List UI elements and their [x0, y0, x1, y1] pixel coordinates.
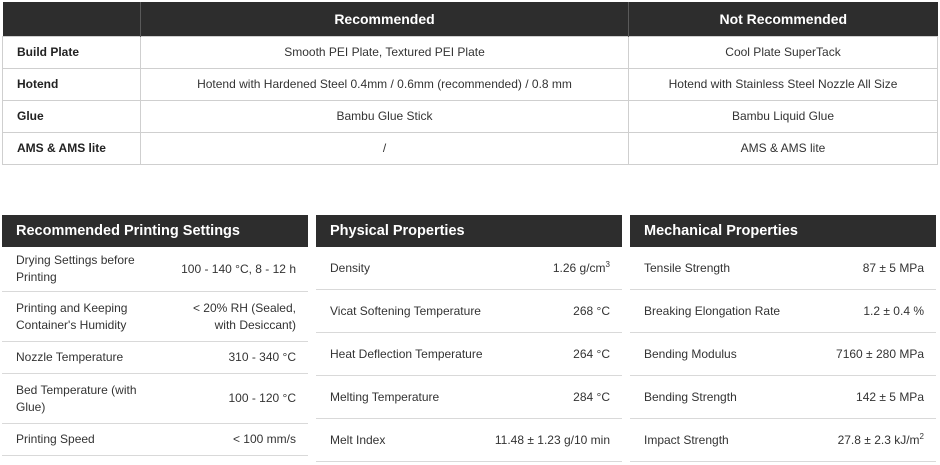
property-value-line: with Desiccant) [214, 317, 296, 332]
property-name: Impact Strength [644, 432, 729, 447]
row-label-glue: Glue [3, 100, 141, 132]
property-name: Melt Index [330, 432, 386, 447]
table-row [3, 36, 938, 68]
panel-title: Recommended Printing Settings [2, 215, 308, 247]
property-name: Nozzle Temperature [16, 350, 124, 364]
property-name-line: Drying Settings before [16, 253, 135, 267]
unit-superscript: 2 [919, 431, 924, 441]
property-value: < 100 mm/s [232, 432, 296, 446]
property-name-line: Glue) [16, 399, 46, 414]
property-value: 310 - 340 °C [228, 350, 296, 364]
property-value: 264 °C [573, 346, 610, 361]
row-label-ams: AMS & AMS lite [3, 132, 141, 164]
panel-title: Mechanical Properties [630, 215, 936, 247]
property-name [16, 382, 137, 416]
list-item [2, 342, 308, 374]
list-item [630, 376, 936, 419]
property-value [193, 300, 296, 334]
row-label-hotend: Hotend [3, 68, 141, 100]
property-value [553, 260, 610, 277]
property-name-line: Container's Humidity [16, 317, 127, 332]
list-item [2, 292, 308, 342]
property-value-text: 27.8 ± 2.3 kJ/m [837, 432, 920, 447]
property-name [16, 252, 135, 286]
recommended-cell: / [141, 132, 629, 164]
not-recommended-cell: Bambu Liquid Glue [629, 100, 938, 132]
recommended-cell: Hotend with Hardened Steel 0.4mm / 0.6mm (recommended) / 0.8 mm [141, 68, 629, 100]
list-item [630, 247, 936, 290]
printing-settings-panel [2, 215, 308, 465]
list-item [316, 333, 622, 376]
property-name: Density [330, 260, 371, 275]
list-item [630, 419, 936, 462]
property-name: Printing Speed [16, 432, 95, 446]
property-name: Heat Deflection Temperature [330, 346, 483, 361]
property-value-text: 1.26 g/cm [552, 260, 606, 275]
corner-header-cell [3, 2, 141, 36]
list-item [316, 247, 622, 290]
table-row [3, 132, 938, 164]
property-name: Bending Strength [644, 389, 737, 404]
property-name-line: Printing and Keeping [16, 300, 128, 315]
not-recommended-cell: Hotend with Stainless Steel Nozzle All Size [629, 68, 938, 100]
property-value: 11.48 ± 1.23 g/10 min [494, 432, 610, 447]
property-name: Bending Modulus [644, 346, 737, 361]
list-item [2, 247, 308, 292]
property-value: 1.2 ± 0.4 % [863, 303, 924, 318]
property-value: 284 °C [573, 389, 610, 404]
property-name: Melting Temperature [330, 389, 440, 404]
physical-properties-panel [316, 215, 622, 465]
property-name: Vicat Softening Temperature [330, 303, 481, 318]
list-item [316, 376, 622, 419]
table-row [3, 68, 938, 100]
list-item [2, 424, 308, 456]
property-value: 7160 ± 280 MPa [836, 346, 924, 361]
list-item [316, 290, 622, 333]
property-name-line: Bed Temperature (with [16, 382, 137, 397]
property-name [16, 300, 127, 334]
property-value-line: < 20% RH (Sealed, [192, 300, 296, 315]
table-row [3, 100, 938, 132]
property-name: Breaking Elongation Rate [644, 303, 781, 318]
property-value [838, 432, 924, 449]
unit-superscript: 3 [605, 259, 610, 269]
compatibility-table [2, 2, 938, 165]
recommended-cell: Bambu Glue Stick [141, 100, 629, 132]
property-value: 268 °C [573, 303, 610, 318]
property-value: 100 - 120 °C [228, 391, 296, 405]
property-value: 142 ± 5 MPa [856, 389, 924, 404]
list-item [316, 419, 622, 462]
property-value: 87 ± 5 MPa [862, 260, 924, 275]
list-item [630, 333, 936, 376]
not-recommended-cell: Cool Plate SuperTack [629, 36, 938, 68]
list-item [630, 290, 936, 333]
property-value: 100 - 140 °C, 8 - 12 h [181, 261, 296, 276]
not-recommended-header: Not Recommended [629, 2, 938, 36]
recommended-cell: Smooth PEI Plate, Textured PEI Plate [141, 36, 629, 68]
recommended-header: Recommended [141, 2, 629, 36]
panel-title: Physical Properties [316, 215, 622, 247]
row-label-build-plate: Build Plate [3, 36, 141, 68]
property-name: Tensile Strength [644, 260, 731, 275]
not-recommended-cell: AMS & AMS lite [629, 132, 938, 164]
property-name-line: Printing [16, 270, 57, 284]
mechanical-properties-panel [630, 215, 936, 465]
compatibility-header-row [3, 2, 938, 36]
list-item [2, 374, 308, 424]
